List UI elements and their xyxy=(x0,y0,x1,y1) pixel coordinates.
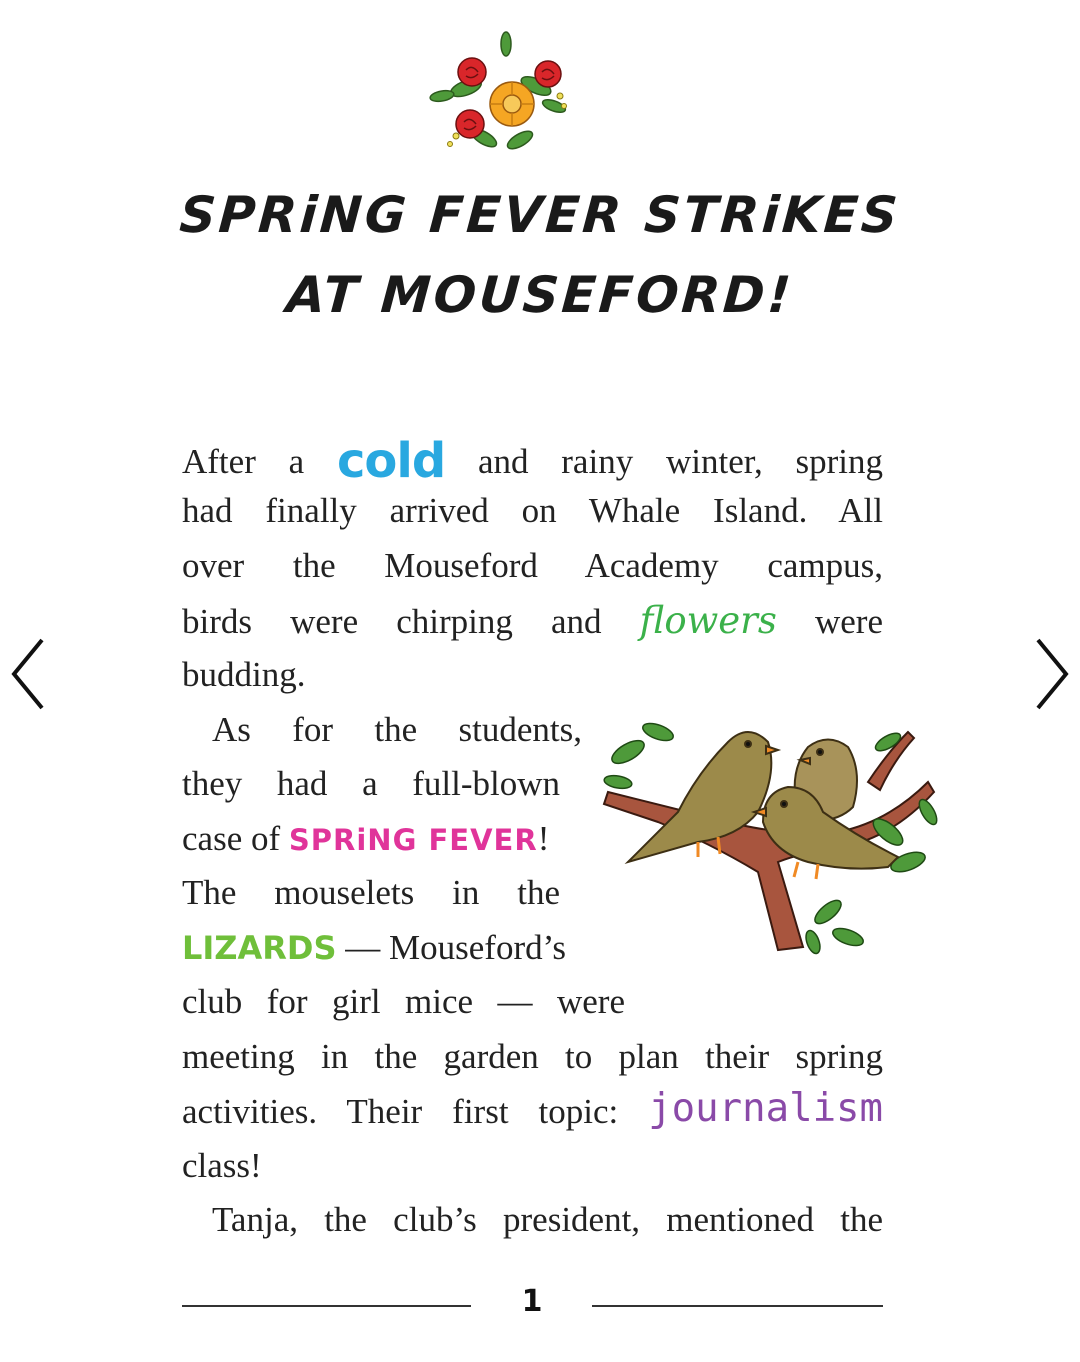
highlight-word-lizards: LIZARDS xyxy=(182,929,337,967)
chapter-title-line-2: AT MOUSEFORD! xyxy=(284,266,796,324)
chevron-right-icon xyxy=(1030,636,1074,712)
flower-bouquet-icon xyxy=(426,26,572,158)
chapter-title-line-1: SPRiNG FEVER STRiKES xyxy=(177,186,903,244)
text-line: club for girl mice — were xyxy=(182,982,625,1021)
prev-page-button[interactable] xyxy=(6,636,50,712)
text-line: case of SPRiNG FEVER! xyxy=(182,819,550,858)
highlight-word-flowers: flowers xyxy=(639,599,777,642)
footer-rule-left xyxy=(182,1305,471,1307)
chevron-left-icon xyxy=(6,636,50,712)
text-line: they had a full-blown xyxy=(182,764,560,803)
highlight-word-cold: cold xyxy=(336,433,446,489)
footer-rule-right xyxy=(592,1305,883,1307)
text-line: activities. Their first topic: journalism xyxy=(182,1086,884,1131)
text-line: had finally arrived on Whale Island. All xyxy=(182,491,883,530)
text-line: The mouselets in the xyxy=(182,873,560,912)
text-line: meeting in the garden to plan their spring xyxy=(182,1037,883,1076)
text-line: birds were chirping and flowers were xyxy=(182,599,883,642)
text-line: LIZARDS — Mouseford’s xyxy=(182,928,566,967)
text-line: After a cold and rainy winter, spring xyxy=(182,433,884,489)
page-number: 1 xyxy=(521,1284,543,1319)
next-page-button[interactable] xyxy=(1030,636,1074,712)
text-line: Tanja, the club’s president, mentioned the xyxy=(212,1200,883,1239)
text-line: over the Mouseford Academy campus, xyxy=(182,546,883,585)
text-line: class! xyxy=(182,1146,262,1185)
highlight-word-spring-fever: SPRiNG FEVER xyxy=(288,823,538,857)
highlight-word-journalism: journalism xyxy=(648,1086,884,1131)
text-line: budding. xyxy=(182,655,306,694)
text-line: As for the students, xyxy=(212,710,582,749)
birds-on-branch-illustration xyxy=(588,712,950,962)
